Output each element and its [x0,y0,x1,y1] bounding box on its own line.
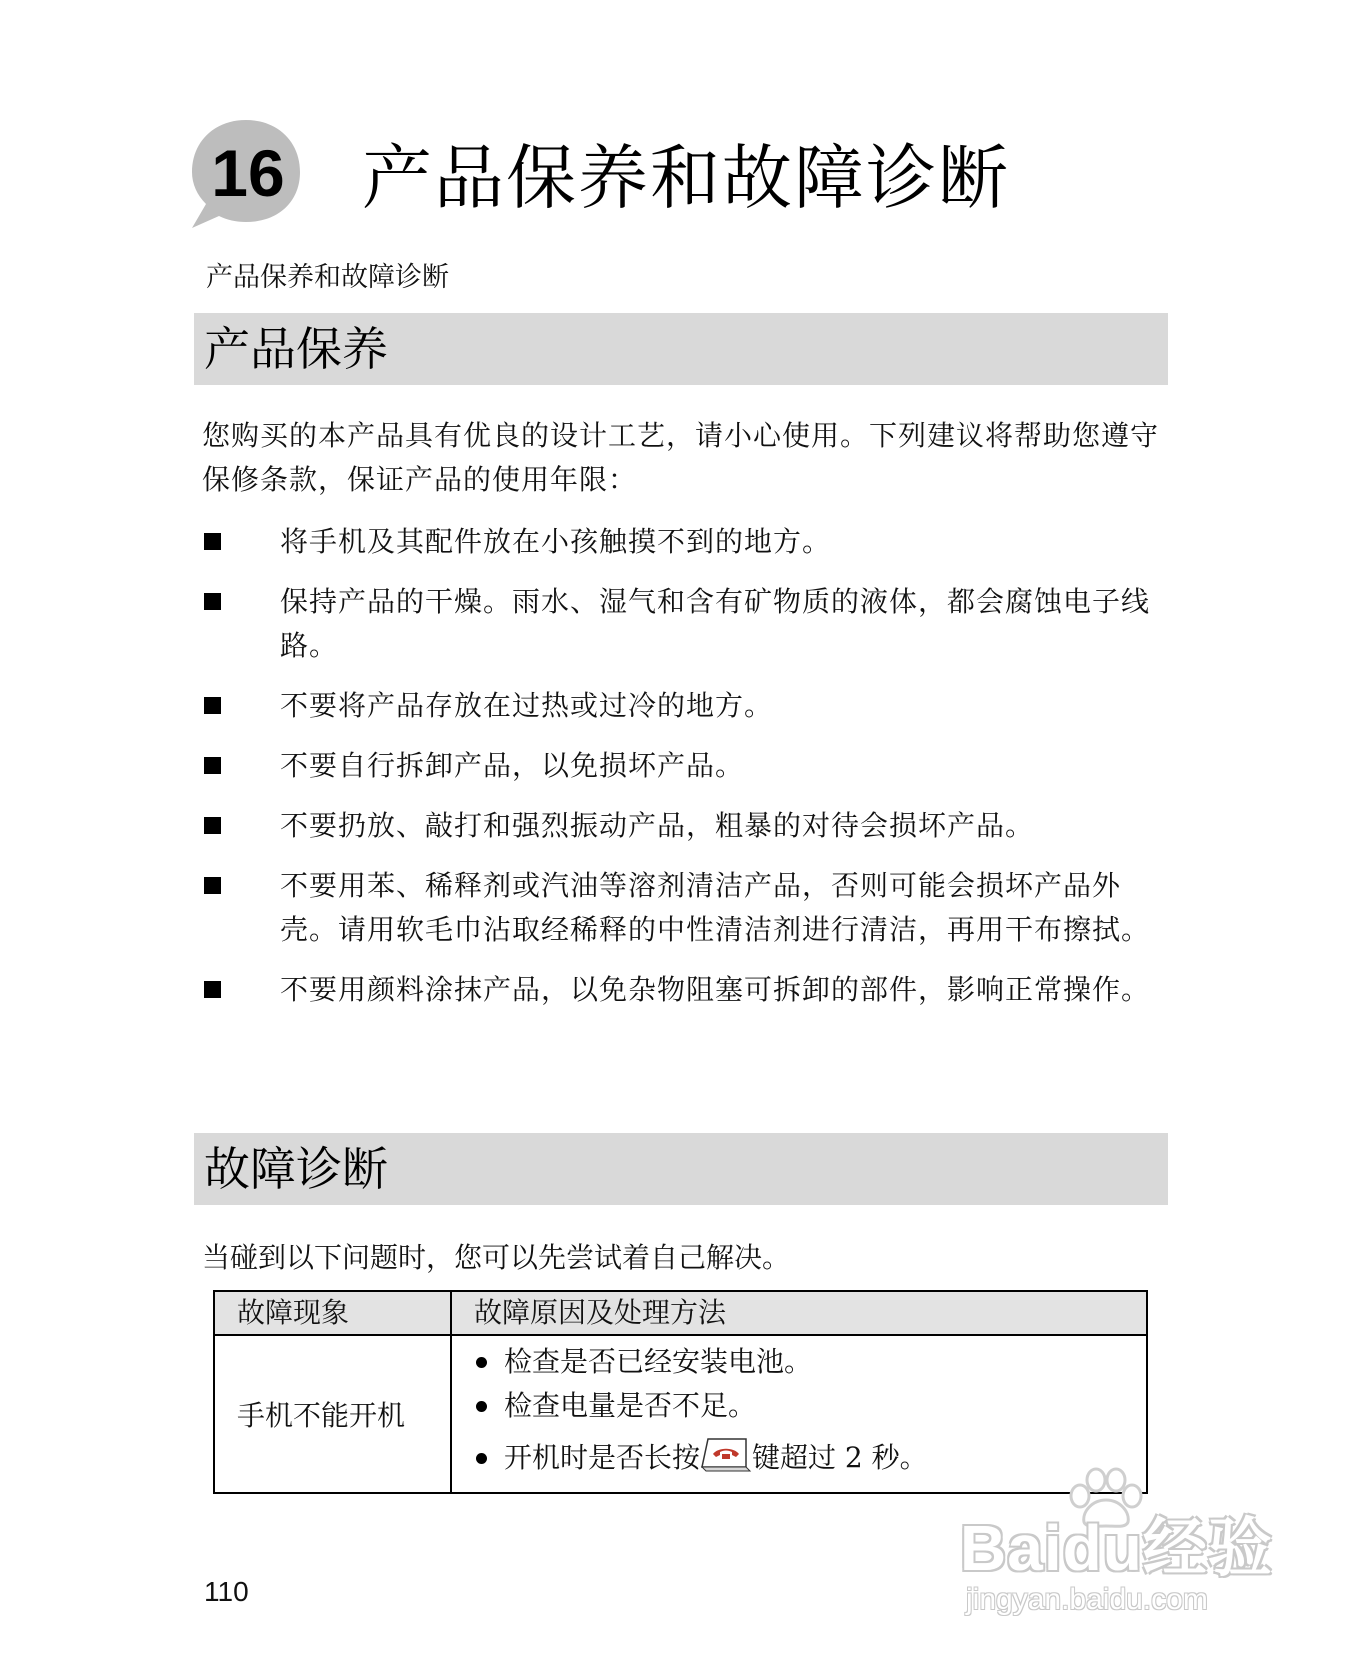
list-item [202,968,1168,1012]
list-item-text: 不要用颜料涂抹产品，以免杂物阻塞可拆卸的部件，影响正常操作。 [280,973,1151,1006]
column-header-solution: 故障原因及处理方法 [451,1291,1147,1335]
square-bullet-icon [204,981,221,998]
round-bullet-icon [476,1401,487,1412]
solution-text-prefix: 开机时是否长按 [504,1441,701,1474]
baidu-watermark [960,1466,1280,1616]
list-item-text: 不要用苯、稀释剂或汽油等溶剂清洁产品，否则可能会损坏产品外壳。请用软毛巾沾取经稀释的中性清洁剂进行清洁，再用干布擦拭。 [280,869,1151,946]
chapter-number: 16 [211,136,285,210]
running-head: 产品保养和故障诊断 [206,262,449,293]
chapter-badge [190,118,302,230]
square-bullet-icon [204,757,221,774]
square-bullet-icon [204,533,221,550]
maintenance-intro: 您购买的本产品具有优良的设计工艺，请小心使用。下列建议将帮助您遵守保修条款，保证产品的使用年限： [202,419,1160,496]
section-title-troubleshooting: 故障诊断 [204,1142,388,1196]
square-bullet-icon [204,877,221,894]
section-title-maintenance: 产品保养 [204,322,388,376]
list-item [202,520,1168,564]
section-bar-maintenance [194,313,1168,385]
solution-text: 检查是否已经安装电池。 [504,1345,813,1378]
watermark-brand: Baidu经验 [960,1512,1273,1584]
round-bullet-icon [476,1357,487,1368]
list-item-text: 不要扔放、敲打和强烈振动产品，粗暴的对待会损坏产品。 [280,809,1035,842]
list-item [202,580,1168,668]
list-item-text: 不要将产品存放在过热或过冷的地方。 [280,689,774,722]
list-item-text: 保持产品的干燥。雨水、湿气和含有矿物质的液体，都会腐蚀电子线路。 [280,585,1151,662]
troubleshooting-intro: 当碰到以下问题时，您可以先尝试着自己解决。 [202,1241,791,1274]
fault-table [213,1290,1148,1494]
list-item [202,804,1168,848]
solution-item [472,1384,1146,1428]
page-number: 110 [204,1576,249,1607]
end-call-key-icon [700,1437,752,1473]
section-bar-troubleshooting [194,1133,1168,1205]
symptom-cell: 手机不能开机 [214,1335,451,1493]
round-bullet-icon [476,1453,487,1464]
column-header-symptom: 故障现象 [214,1291,451,1335]
solution-text: 检查电量是否不足。 [504,1389,757,1422]
solution-item [472,1340,1146,1384]
solution-text-suffix: 键超过 2 秒。 [752,1441,928,1474]
table-header-row [214,1291,1147,1335]
list-item-text: 将手机及其配件放在小孩触摸不到的地方。 [280,525,832,558]
square-bullet-icon [204,593,221,610]
list-item [202,684,1168,728]
list-item [202,744,1168,788]
maintenance-list [202,520,1168,1028]
square-bullet-icon [204,817,221,834]
watermark-url: jingyan.baidu.com [966,1583,1208,1616]
list-item [202,864,1168,952]
list-item-text: 不要自行拆卸产品，以免损坏产品。 [280,749,745,782]
chapter-title: 产品保养和故障诊断 [362,137,1010,219]
square-bullet-icon [204,697,221,714]
